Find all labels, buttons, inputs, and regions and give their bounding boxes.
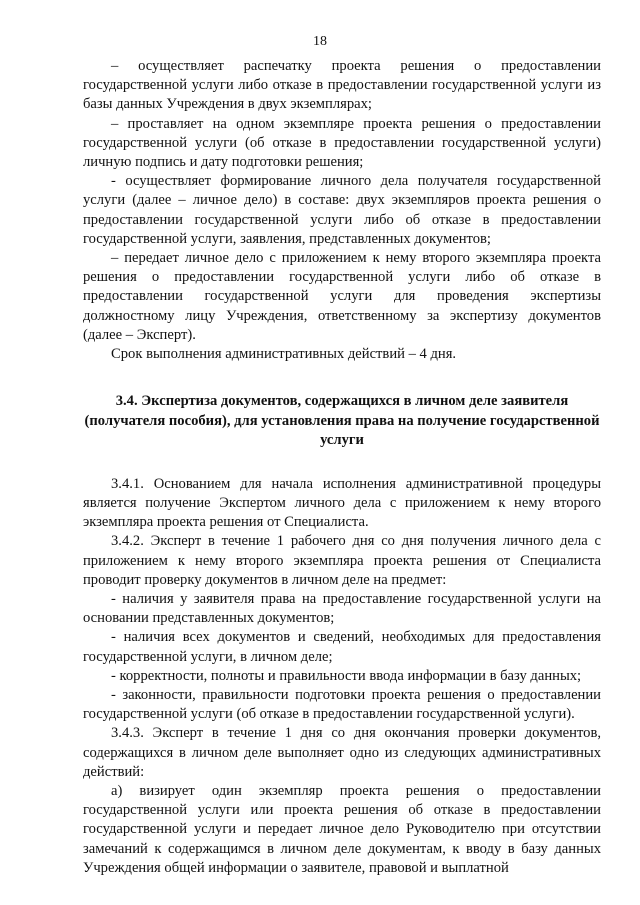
paragraph: - законности, правильности подготовки проекта решения о предоставлении государственной услуги (об отказе в предоставлении государственной услуги). <box>83 686 601 723</box>
section-heading: 3.4. Экспертиза документов, содержащихся в личном деле заявителя (получателя пособия), для установления права на получение государственной услуги <box>84 393 600 449</box>
paragraph: Срок выполнения административных действий – 4 дня. <box>111 346 457 363</box>
page-number: 18 <box>313 34 327 49</box>
paragraph: – передает личное дело с приложением к нему второго экземпляра проекта решения о предоставлении государственной услуги либо об отказе в предоставлении государственной услуги для проведения экспертизы должностному лицу Учреждения, ответственному за экспертизу документов (далее – Эксперт). <box>83 250 601 343</box>
paragraph: - осуществляет формирование личного дела получателя государственной услуги (далее – личное дело) в составе: двух экземпляров проекта решения о предоставлении государственной услуги либо об отказе в предоставлении государственной услуги, заявления, представленных документов; <box>83 173 601 247</box>
paragraph: - корректности, полноты и правильности ввода информации в базу данных; <box>111 667 582 684</box>
page-body <box>83 57 601 878</box>
paragraph: 3.4.3. Эксперт в течение 1 дня со дня окончания проверки документов, содержащихся в личном деле выполняет одно из следующих административных действий: <box>83 725 601 780</box>
paragraph: - наличия всех документов и сведений, необходимых для предоставления государственной услуги, в личном деле; <box>83 629 601 665</box>
paragraph: 3.4.2. Эксперт в течение 1 рабочего дня со дня получения личного дела с приложением к нему второго экземпляра проекта решения от Специалиста проводит проверку документов в личном деле на предмет: <box>83 533 601 588</box>
paragraph: – осуществляет распечатку проекта решения о предоставлении государственной услуги либо отказе в предоставлении государственной услуги из базы данных Учреждения в двух экземплярах; <box>83 58 601 113</box>
paragraph: - наличия у заявителя права на предоставление государственной услуги на основании представленных документов; <box>83 590 601 627</box>
paragraph: а) визирует один экземпляр проекта решения о предоставлении государственной услуги или проекта решения об отказе в предоставлении государственной услуги и передает личное дело Руководителю при отсутствии замечаний к содержащимся в личном деле документам, к вводу в базу данных Учреждения общей информации о заявителе, правовой и выплатной <box>83 783 601 876</box>
paragraph: 3.4.1. Основанием для начала исполнения административной процедуры является получение Экспертом личного дела с приложением к нему второго экземпляра проекта решения от Специалиста. <box>83 475 601 531</box>
paragraph: – проставляет на одном экземпляре проекта решения о предоставлении государственной услуги (об отказе в предоставлении государственной услуги) личную подпись и дату подготовки решения; <box>83 115 601 171</box>
